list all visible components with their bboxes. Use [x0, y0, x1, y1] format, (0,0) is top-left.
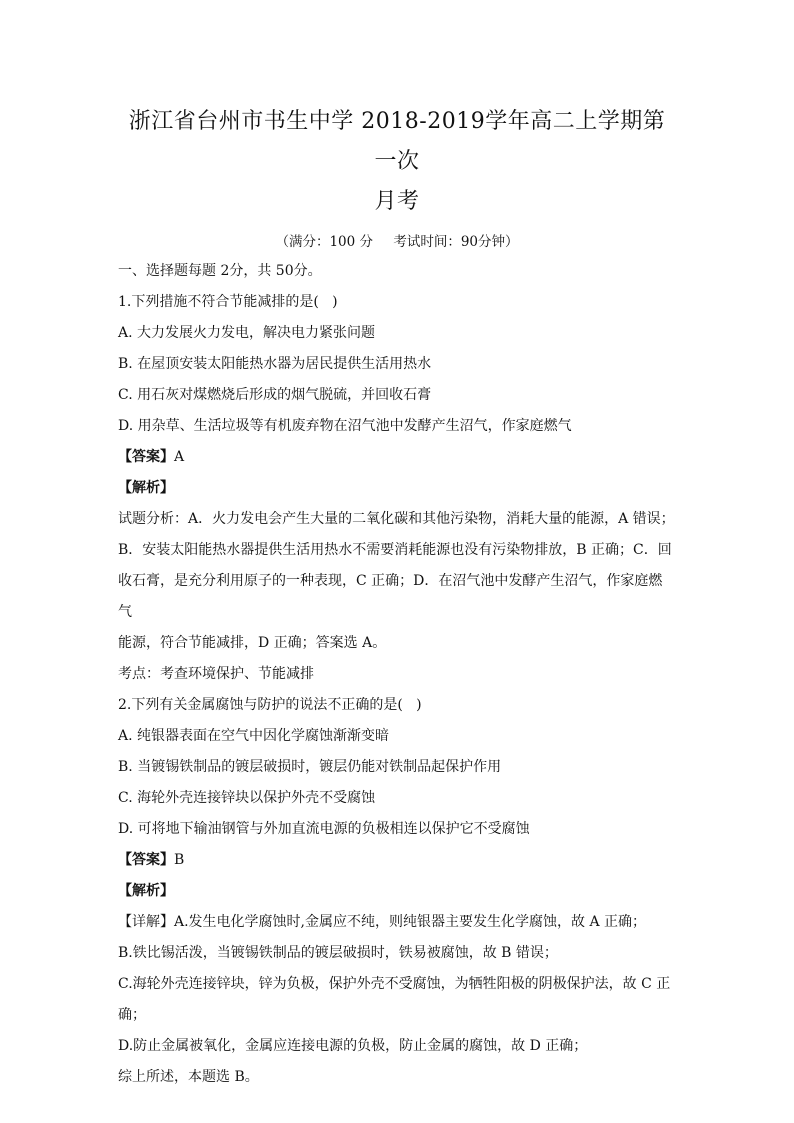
- section-title: 一、选择题每题 2分，共 50分。: [118, 263, 322, 279]
- answer-line: [118, 845, 676, 876]
- question-2: [118, 690, 676, 1093]
- answer-value: A: [174, 449, 185, 465]
- exam-time: 考试时间：90分钟）: [393, 234, 519, 250]
- option-a: A. 纯银器表面在空气中因化学腐蚀渐渐变暗: [118, 728, 390, 744]
- analysis-line: 确；: [118, 1007, 146, 1023]
- answer-line: [118, 442, 676, 473]
- option-b: B. 在屋顶安装太阳能热水器为居民提供生活用热水: [118, 356, 432, 372]
- question-stem: 1.下列措施不符合节能减排的是( ): [118, 294, 338, 310]
- doc-title-line1: 浙江省台州市书生中学 2018-2019学年高二上学期第一次: [128, 109, 666, 174]
- doc-title-line2: 月考: [374, 189, 420, 214]
- analysis-label: 【解析】: [118, 480, 174, 496]
- full-score: （满分：100 分: [275, 234, 374, 250]
- analysis-line: 试题分析：A．火力发电会产生大量的二氧化碳和其他污染物，消耗大量的能源，A 错误；: [118, 511, 675, 527]
- option-a: A. 大力发展火力发电，解决电力紧张问题: [118, 325, 376, 341]
- analysis-label: 【解析】: [118, 883, 174, 899]
- analysis-line: B．安装太阳能热水器提供生活用热水不需要消耗能源也没有污染物排放，B 正确；C．回: [118, 542, 672, 558]
- answer-label: 【答案】: [118, 449, 174, 465]
- analysis-line: B.铁比锡活泼，当镀锡铁制品的镀层破损时，铁易被腐蚀，故 B 错误；: [118, 945, 558, 961]
- option-c: C. 海轮外壳连接锌块以保护外壳不受腐蚀: [118, 790, 376, 806]
- answer-value: B: [174, 852, 185, 868]
- kaodian-line: 考点：考查环境保护、节能减排: [118, 666, 314, 682]
- analysis-line: 收石膏，是充分利用原子的一种表现，C 正确；D．在沼气池中发酵产生沼气，作家庭燃气: [118, 573, 663, 620]
- option-c: C. 用石灰对煤燃烧后形成的烟气脱硫，并回收石膏: [118, 387, 432, 403]
- analysis-line: 综上所述，本题选 B。: [118, 1069, 259, 1085]
- option-d: D. 用杂草、生活垃圾等有机废弃物在沼气池中发酵产生沼气，作家庭燃气: [118, 418, 572, 434]
- question-1: [118, 287, 676, 690]
- answer-label: 【答案】: [118, 852, 174, 868]
- option-b: B. 当镀锡铁制品的镀层破损时，镀层仍能对铁制品起保护作用: [118, 759, 502, 775]
- exam-meta: [118, 228, 676, 256]
- analysis-line: 【详解】A.发生电化学腐蚀时,金属应不纯，则纯银器主要发生化学腐蚀，故 A 正确；: [118, 914, 647, 930]
- analysis-line: D.防止金属被氧化，金属应连接电源的负极，防止金属的腐蚀，故 D 正确；: [118, 1038, 588, 1054]
- question-stem: 2.下列有关金属腐蚀与防护的说法不正确的是( ): [118, 697, 422, 713]
- analysis-line: 能源，符合节能减排，D 正确；答案选 A。: [118, 635, 387, 651]
- analysis-line: C.海轮外壳连接锌块，锌为负极，保护外壳不受腐蚀，为牺牲阳极的阴极保护法，故 C 正: [118, 976, 671, 992]
- option-d: D. 可将地下输油钢管与外加直流电源的负极相连以保护它不受腐蚀: [118, 821, 530, 837]
